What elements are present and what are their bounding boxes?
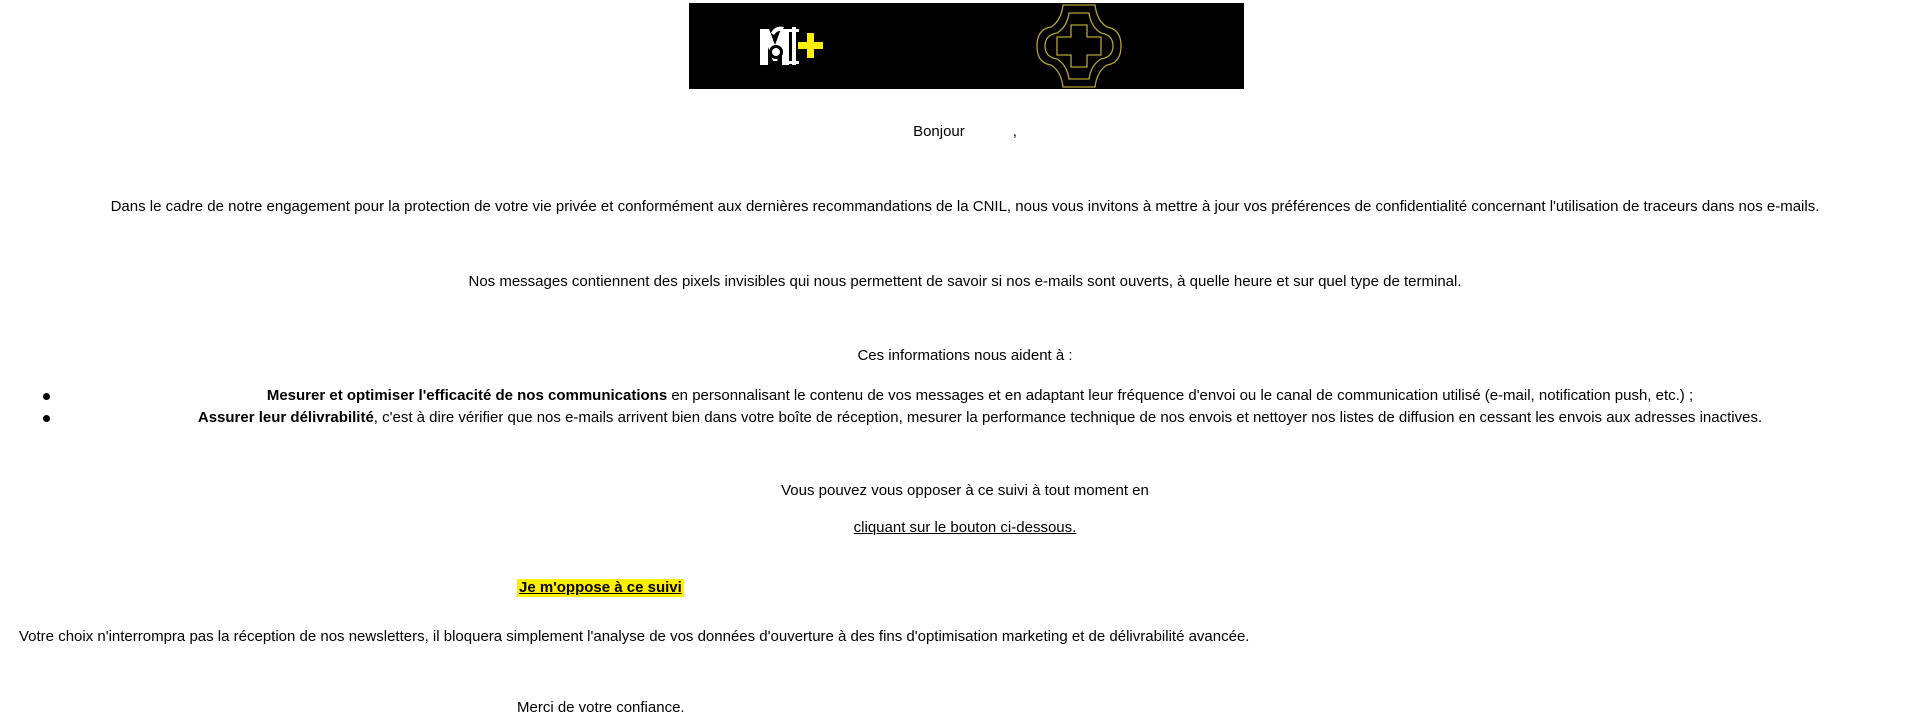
greeting-line	[0, 123, 1920, 140]
pixels-info-paragraph: Nos messages contiennent des pixels invisibles qui nous permettent de savoir si nos e-mails sont ouverts, à quelle heure et sur quel type de terminal.	[468, 273, 1462, 290]
thanks-paragraph: Merci de votre confiance.	[517, 699, 685, 716]
bullet-dot-icon	[43, 393, 50, 400]
list-item-bold: Mesurer et optimiser l'efficacité de nos communications	[266, 387, 668, 404]
greeting-text: Bonjour	[913, 123, 965, 140]
benefits-list	[0, 385, 1920, 429]
header-banner	[689, 3, 1244, 89]
m6-logo	[760, 27, 823, 65]
list-item-text: en personnalisant le contenu de vos messages et en adaptant leur fréquence d'envoi ou le canal de communication utilisé (e-mail, notification push, etc.) ;	[667, 387, 1694, 404]
intro-paragraph: Dans le cadre de notre engagement pour la protection de votre vie privée et conformément aux dernières recommandations de la CNIL, nous vous invitons à mettre à jour vos préférences de confidentialité concernant l'utilisation de traceurs dans nos e-mails.	[110, 198, 1820, 215]
choice-info-paragraph: Votre choix n'interrompra pas la réception de nos newsletters, il bloquera simplement l'analyse de vos données d'ouverture à des fins d'optimisation marketing et de délivrabilité avancée.	[19, 628, 1250, 645]
list-item-text: , c'est à dire vérifier que nos e-mails arrivent bien dans votre boîte de réception, mesurer la performance technique de nos envois et nettoyer nos listes de diffusion en cessant les envois aux adresses inactives.	[373, 409, 1763, 426]
greeting-suffix: ,	[1012, 123, 1017, 140]
oppose-tracking-button[interactable]: Je m'oppose à ce suivi	[519, 579, 682, 596]
list-item	[0, 407, 1920, 429]
helps-intro-paragraph: Ces informations nous aident à :	[857, 347, 1073, 364]
oppose-link-line	[0, 519, 1920, 536]
list-item-bold: Assurer leur délivrabilité	[197, 409, 374, 426]
banner-graphic	[689, 3, 1244, 89]
oppose-link[interactable]: cliquant sur le bouton ci-dessous.	[853, 519, 1077, 536]
list-item	[0, 385, 1920, 407]
bullet-dot-icon	[43, 415, 50, 422]
oppose-info-paragraph: Vous pouvez vous opposer à ce suivi à tout moment en	[781, 482, 1149, 499]
cross-outline-icon	[1037, 5, 1121, 87]
